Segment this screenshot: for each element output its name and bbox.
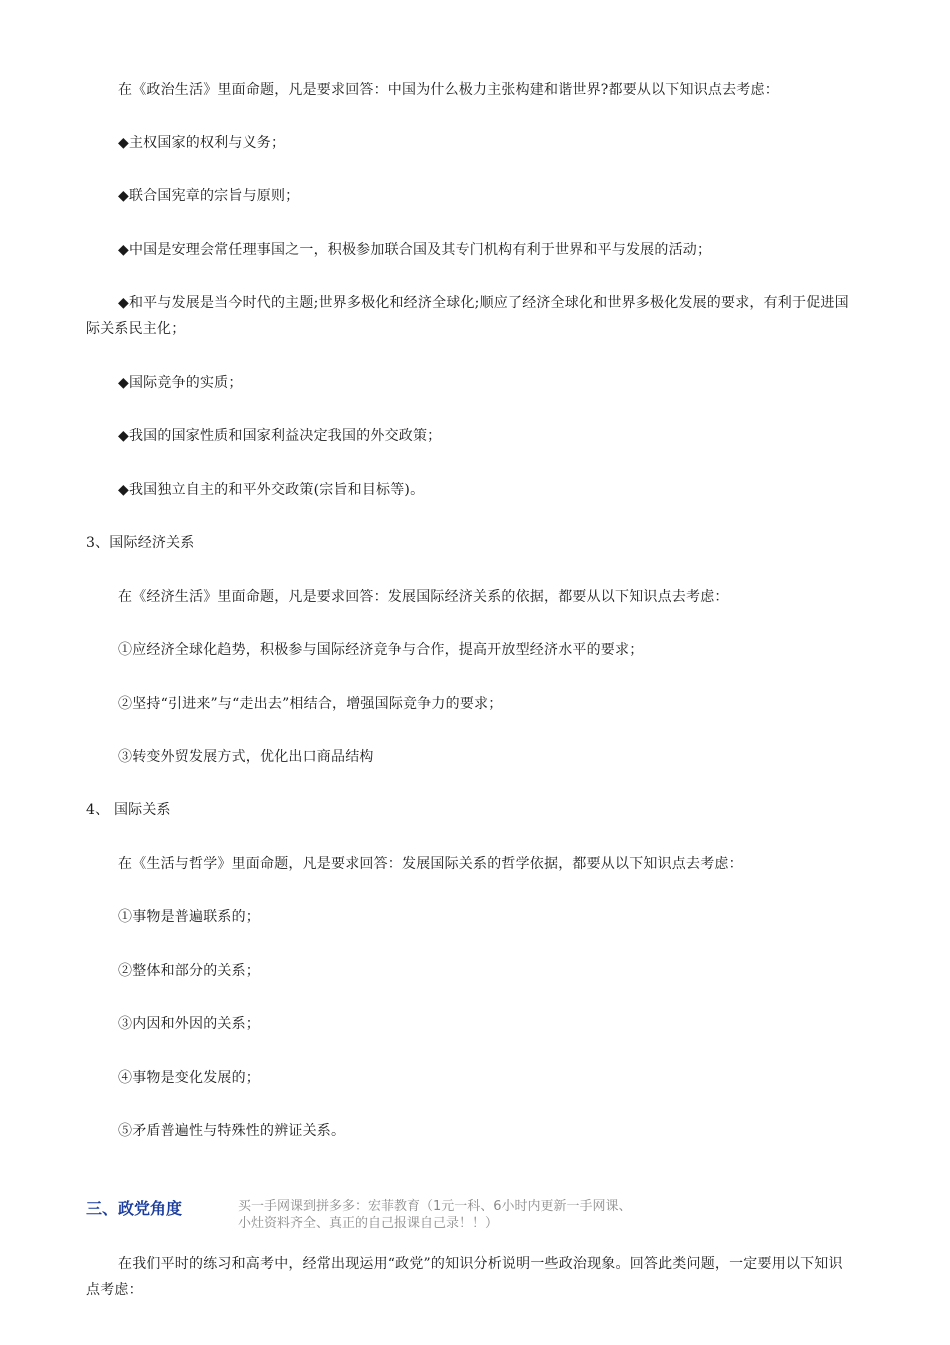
ad-line-1: 买一手网课到拼多多：宏菲教育（1元一科、6小时内更新一手网课、 [238, 1199, 632, 1214]
intro-paragraph-politics: 在《政治生活》里面命题，凡是要求回答：中国为什么极力主张构建和谐世界?都要从以下知识点去考虑： [118, 82, 779, 98]
intro-paragraph-party: 在我们平时的练习和高考中，经常出现运用“政党”的知识分析说明一些政治现象。回答此类问题，一定要用以下知识点考虑： [86, 1256, 843, 1298]
item-whole-and-part: ②整体和部分的关系； [118, 963, 260, 979]
section-heading-party: 三、政党角度 [86, 1199, 183, 1218]
bullet-sovereign-rights: ◆主权国家的权利与义务； [118, 135, 286, 151]
advertisement-watermark [238, 1198, 758, 1232]
bullet-security-council: ◆中国是安理会常任理事国之一，积极参加联合国及其专门机构有利于世界和平与发展的活动； [118, 242, 712, 258]
bullet-foreign-policy: ◆我国独立自主的和平外交政策(宗旨和目标等)。 [118, 482, 425, 498]
item-contradiction: ⑤矛盾普遍性与特殊性的辨证关系。 [118, 1123, 346, 1139]
section-3-title: 3、国际经济关系 [86, 535, 195, 551]
section-4-title: 4、 国际关系 [86, 802, 171, 818]
intro-paragraph-economics: 在《经济生活》里面命题，凡是要求回答：发展国际经济关系的依据，都要从以下知识点去考虑： [118, 589, 729, 605]
ad-line-2: 小灶资料齐全、真正的自己报课自己录！！） [238, 1216, 499, 1231]
item-globalization: ①应经济全球化趋势，积极参与国际经济竞争与合作，提高开放型经济水平的要求； [118, 642, 644, 658]
bullet-peace-development: ◆和平与发展是当今时代的主题;世界多极化和经济全球化;顺应了经济全球化和世界多极化发展的要求，有利于促进国际关系民主化； [86, 295, 849, 337]
item-change-development: ④事物是变化发展的； [118, 1070, 260, 1086]
item-universal-connection: ①事物是普遍联系的； [118, 909, 260, 925]
item-bring-in-go-out: ②坚持“引进来”与“走出去”相结合，增强国际竞争力的要求； [118, 696, 503, 712]
item-internal-external: ③内因和外因的关系； [118, 1016, 260, 1032]
item-trade-structure: ③转变外贸发展方式，优化出口商品结构 [118, 749, 374, 765]
bullet-un-charter: ◆联合国宪章的宗旨与原则； [118, 188, 300, 204]
bullet-national-interest: ◆我国的国家性质和国家利益决定我国的外交政策； [118, 428, 442, 444]
intro-paragraph-philosophy: 在《生活与哲学》里面命题，凡是要求回答：发展国际关系的哲学依据，都要从以下知识点去考虑： [118, 856, 743, 872]
bullet-competition: ◆国际竞争的实质； [118, 375, 243, 391]
